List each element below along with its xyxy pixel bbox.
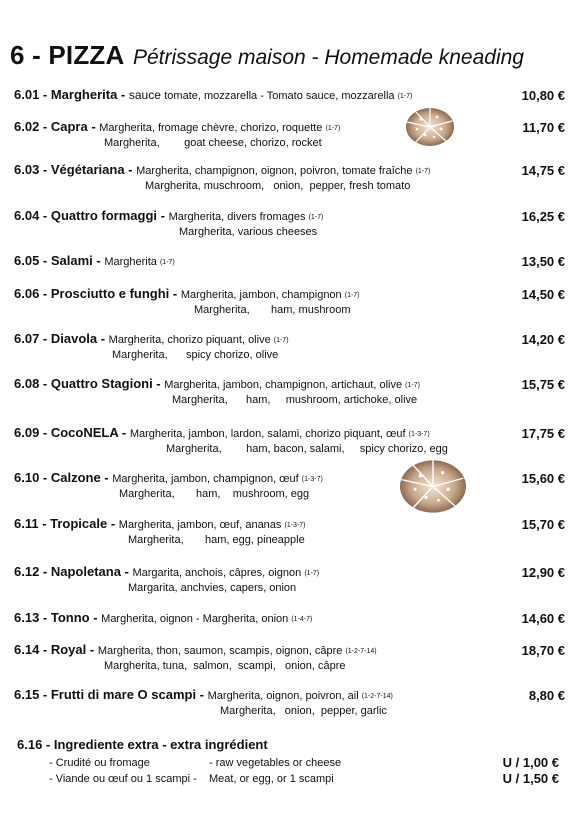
allergen-codes: (1-3-7) [284, 522, 306, 529]
menu-item [14, 565, 565, 595]
item-line-fr [14, 688, 565, 704]
item-line-fr [14, 643, 565, 659]
menu-item [14, 163, 565, 193]
allergen-codes: (1-7) [273, 337, 289, 344]
allergen-codes: (1-2-7-14) [361, 693, 393, 700]
item-name: 6.01 - Margherita - [14, 87, 129, 102]
menu-item [14, 377, 565, 407]
item-description-fr: tomate, mozzarella - Tomato sauce, mozzarella [164, 90, 398, 102]
item-line-fr [14, 517, 565, 533]
item-price: 12,90 € [521, 565, 565, 580]
item-name: 6.09 - CocoNELA - [14, 425, 130, 440]
item-name: 6.14 - Royal - [14, 642, 98, 657]
allergen-codes: (1-2-7-14) [345, 648, 377, 655]
item-price: 14,60 € [521, 611, 565, 626]
allergen-codes: (1-7) [415, 168, 431, 175]
allergen-codes: (1-7) [325, 125, 341, 132]
item-line-fr [14, 471, 565, 487]
item-name: 6.06 - Prosciutto e funghi - [14, 286, 181, 301]
item-description-fr: Margherita [104, 256, 160, 268]
item-lead: sauce [128, 88, 165, 102]
item-description-en: Margherita, onion, pepper, garlic [220, 705, 387, 717]
item-description-fr: Margherita, oignon, poivron, ail [207, 690, 362, 702]
item-description-fr: Margherita, chorizo piquant, olive [108, 334, 274, 346]
item-line-fr [14, 120, 565, 136]
menu-item [14, 517, 565, 547]
item-name: 6.03 - Végétariana - [14, 162, 137, 177]
menu-item [14, 120, 565, 150]
extra-price: U / 1,50 € [502, 771, 559, 786]
item-line-fr [14, 88, 565, 104]
item-description-fr: Margherita, champignon, oignon, poivron, tomate fraîche [136, 165, 416, 177]
item-price: 17,75 € [521, 426, 565, 441]
extra-en: - raw vegetables or cheese [209, 757, 342, 769]
menu-item [14, 287, 565, 317]
pizza-slices-icon [397, 459, 469, 514]
item-line-fr [14, 163, 565, 179]
allergen-codes: (1-3-7) [301, 476, 323, 483]
item-price: 15,60 € [521, 471, 565, 486]
item-line-fr [14, 287, 565, 303]
item-line-fr [14, 377, 565, 393]
item-description-en: Margherita, ham, mushroom [194, 304, 351, 316]
item-price: 10,80 € [521, 88, 565, 103]
menu-item [14, 254, 565, 270]
menu-item [14, 643, 565, 673]
item-name: 6.08 - Quattro Stagioni - [14, 376, 165, 391]
item-name: 6.02 - Capra - [14, 119, 100, 134]
item-line-fr [14, 611, 565, 627]
item-name: 6.07 - Diavola - [14, 331, 109, 346]
item-description-en: Margherita, goat cheese, chorizo, rocket [104, 137, 322, 149]
item-description-en: Margherita, ham, mushroom, egg [119, 488, 310, 500]
item-description-en: Margherita, muschroom, onion, pepper, fresh tomato [145, 180, 411, 192]
item-line-fr [14, 565, 565, 581]
item-price: 8,80 € [528, 688, 565, 703]
item-description-fr: Margherita, jambon, champignon [180, 289, 345, 301]
item-description-fr: Margherita, oignon - Margherita, onion [101, 613, 292, 625]
item-price: 14,50 € [521, 287, 565, 302]
menu-section-header [10, 40, 524, 71]
allergen-codes: (1-7) [397, 93, 413, 100]
extra-fr: - Crudité ou fromage [49, 757, 150, 769]
allergen-codes: (1-3-7) [408, 431, 430, 438]
item-description-fr: Margarita, anchois, câpres, oignon [132, 567, 305, 579]
item-name: 6.05 - Salami - [14, 253, 105, 268]
item-name: 6.13 - Tonno - [14, 610, 102, 625]
item-description-en: Margarita, anchvies, capers, onion [128, 582, 297, 594]
item-description-fr: Margherita, jambon, lardon, salami, chorizo piquant, œuf [129, 428, 409, 440]
item-description-en: Margherita, ham, egg, pineapple [128, 534, 305, 546]
pizza-slices-icon [405, 107, 455, 147]
item-description-en: Margherita, ham, mushroom, artichoke, olive [172, 394, 418, 406]
item-description-en: Margherita, ham, bacon, salami, spicy chorizo, egg [166, 443, 448, 455]
menu-item [14, 426, 565, 456]
menu-item [14, 88, 565, 104]
allergen-codes: (1-7) [405, 382, 420, 389]
item-name: 6.04 - Quattro formaggi - [14, 208, 169, 223]
section-title: 6 - PIZZA [10, 40, 125, 70]
item-price: 14,20 € [521, 332, 565, 347]
item-name: 6.12 - Napoletana - [14, 564, 133, 579]
item-price: 16,25 € [521, 209, 565, 224]
extra-ingredient-title: 6.16 - Ingrediente extra - extra ingrédient [17, 737, 268, 752]
item-price: 14,75 € [521, 163, 565, 178]
allergen-codes: (1-7) [308, 214, 324, 221]
menu-item [14, 332, 565, 362]
item-description-fr: Margherita, thon, saumon, scampis, oignon, câpre [97, 645, 346, 657]
allergen-codes: (1-7) [344, 292, 360, 299]
item-description-en: Margherita, tuna, salmon, scampi, onion, câpre [104, 660, 346, 672]
menu-item [14, 471, 565, 501]
item-description-fr: Margherita, fromage chèvre, chorizo, roquette [99, 122, 326, 134]
item-price: 18,70 € [521, 643, 565, 658]
item-name: 6.11 - Tropicale - [14, 516, 119, 531]
allergen-codes: (1-7) [304, 570, 320, 577]
extra-price: U / 1,00 € [502, 755, 559, 770]
item-description-fr: Margherita, jambon, champignon, artichaut, olive [164, 379, 406, 391]
allergen-codes: (1-4-7) [291, 616, 313, 623]
menu-item [14, 688, 565, 718]
extra-en: Meat, or egg, or 1 scampi [209, 773, 334, 785]
item-line-fr [14, 332, 565, 348]
allergen-codes: (1-7) [159, 259, 175, 266]
menu-item [14, 209, 565, 239]
item-price: 15,70 € [521, 517, 565, 532]
menu-item [14, 611, 565, 627]
item-price: 13,50 € [521, 254, 565, 269]
item-name: 6.15 - Frutti di mare O scampi - [14, 687, 208, 702]
item-line-fr [14, 254, 565, 270]
item-price: 11,70 € [522, 120, 565, 135]
item-name: 6.10 - Calzone - [14, 470, 113, 485]
item-description-fr: Margherita, jambon, œuf, ananas [118, 519, 285, 531]
item-price: 15,75 € [521, 377, 565, 392]
section-subtitle: Pétrissage maison - Homemade kneading [132, 46, 524, 69]
item-line-fr [14, 209, 565, 225]
item-line-fr [14, 426, 565, 442]
item-description-fr: Margherita, divers fromages [168, 211, 309, 223]
extra-fr: - Viande ou œuf ou 1 scampi - [49, 773, 197, 785]
item-description-en: Margherita, various cheeses [179, 226, 318, 238]
item-description-en: Margherita, spicy chorizo, olive [112, 349, 279, 361]
item-description-fr: Margherita, jambon, champignon, œuf [112, 473, 302, 485]
